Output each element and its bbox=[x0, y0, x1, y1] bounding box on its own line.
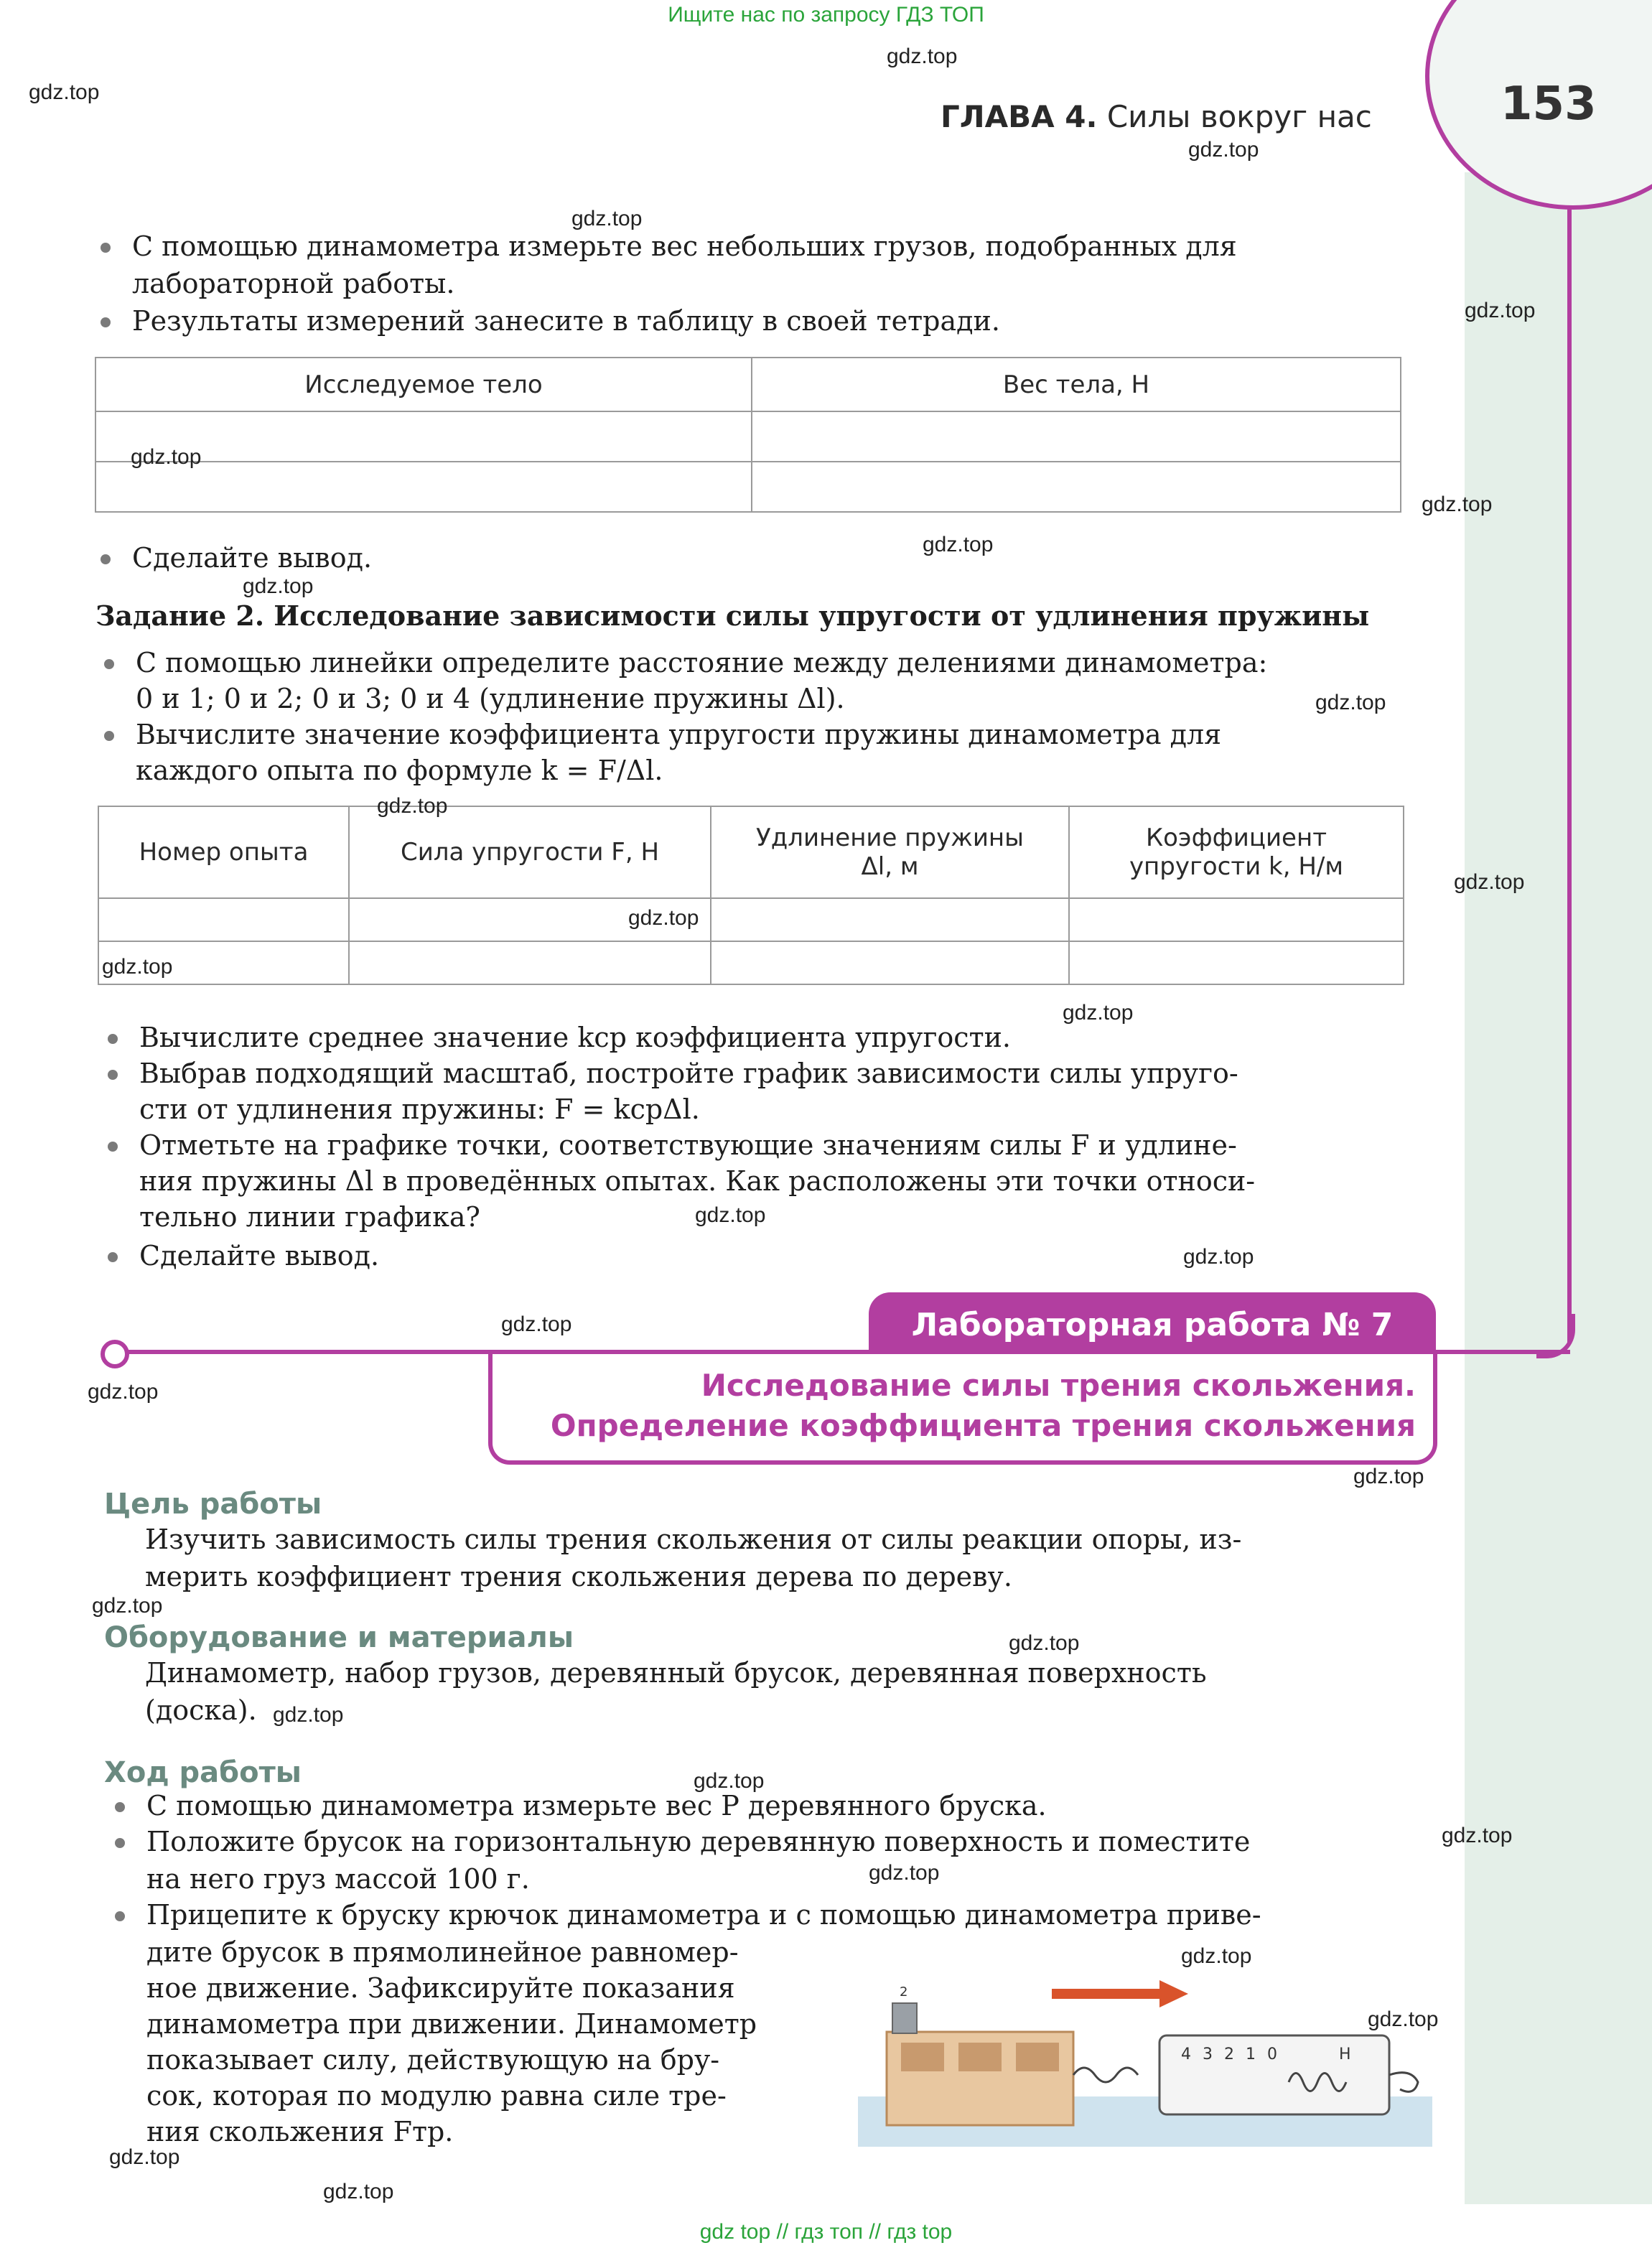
watermark: gdz.top bbox=[1454, 870, 1525, 894]
equipment-text: Динамометр, набор грузов, деревянный брусок, деревянная поверхность bbox=[145, 1657, 1207, 1689]
procedure-heading: Ход работы bbox=[104, 1756, 302, 1789]
watermark: gdz.top bbox=[923, 533, 994, 556]
lab-work-title-box bbox=[488, 1354, 1437, 1465]
watermark: gdz.top bbox=[1353, 1465, 1424, 1488]
bullet-icon bbox=[108, 1142, 118, 1152]
bullet-icon bbox=[115, 1911, 125, 1921]
watermark: gdz.top bbox=[1181, 1944, 1252, 1968]
watermark: gdz.top bbox=[273, 1703, 344, 1727]
watermark: gdz.top bbox=[88, 1380, 159, 1404]
page-number: 153 bbox=[1501, 78, 1597, 131]
lab-work-label: Лабораторная работа № 7 bbox=[869, 1292, 1436, 1356]
watermark: gdz.top bbox=[571, 207, 643, 230]
hook bbox=[1073, 2068, 1138, 2082]
scale-label: 1 bbox=[1246, 2046, 1256, 2063]
equipment-text: (доска). bbox=[145, 1694, 257, 1726]
scale-label: 3 bbox=[1203, 2046, 1213, 2063]
bullet-icon bbox=[108, 1252, 118, 1262]
weight-icon bbox=[892, 2003, 917, 2033]
watermark: gdz.top bbox=[323, 2180, 394, 2203]
lab-title-line: Исследование силы трения скольжения. bbox=[701, 1368, 1416, 1403]
table-header: Удлинение пружины Δl, м bbox=[711, 806, 1069, 898]
watermark: gdz.top bbox=[1188, 138, 1259, 162]
bullet-icon bbox=[101, 243, 111, 253]
bullet-icon bbox=[115, 1802, 125, 1812]
watermark: gdz.top bbox=[1465, 299, 1536, 322]
table-row bbox=[98, 898, 1404, 941]
force-arrow bbox=[1052, 1989, 1159, 1999]
watermark: gdz.top bbox=[92, 1594, 163, 1618]
bullet-icon bbox=[108, 1070, 118, 1080]
chapter-heading bbox=[941, 99, 1372, 134]
task2-title: Задание 2. Исследование зависимости силы упругости от удлинения пружины bbox=[95, 600, 1370, 632]
lab-title-line: Определение коэффициента трения скольжения bbox=[550, 1408, 1416, 1443]
goal-text: Изучить зависимость силы трения скольжения от силы реакции опоры, из- bbox=[145, 1524, 1242, 1555]
watermark: gdz.top bbox=[1422, 493, 1493, 516]
chapter-prefix: ГЛАВА 4. bbox=[941, 99, 1098, 134]
scale-label: 4 bbox=[1181, 2046, 1191, 2063]
watermark: gdz.top bbox=[869, 1861, 940, 1885]
friction-experiment-illustration bbox=[858, 1974, 1432, 2147]
goal-text: мерить коэффициент трения скольжения дерева по дереву. bbox=[145, 1561, 1012, 1592]
table-row bbox=[95, 462, 1401, 512]
elasticity-table bbox=[98, 806, 1404, 985]
arrow-head-icon bbox=[1159, 1980, 1188, 2007]
watermark: gdz.top bbox=[887, 45, 958, 68]
footer-links[interactable]: gdz top // гдз топ // гдз top bbox=[699, 2220, 953, 2244]
bullet-icon bbox=[115, 1838, 125, 1848]
table-header: Коэффициент упругости k, Н/м bbox=[1069, 806, 1404, 898]
watermark: gdz.top bbox=[377, 794, 448, 818]
bullet-icon bbox=[101, 317, 111, 327]
table-header: Сила упругости F, Н bbox=[349, 806, 711, 898]
watermark: gdz.top bbox=[694, 1769, 765, 1793]
watermark: gdz.top bbox=[243, 574, 314, 598]
watermark: gdz.top bbox=[1368, 2007, 1439, 2031]
watermark: gdz.top bbox=[109, 2145, 180, 2169]
scale-label: 0 bbox=[1267, 2046, 1277, 2063]
watermark: gdz.top bbox=[1442, 1824, 1513, 1847]
watermark: gdz.top bbox=[1183, 1245, 1254, 1269]
bullet-icon bbox=[104, 659, 114, 669]
bullet-icon bbox=[101, 554, 111, 564]
watermark: gdz.top bbox=[1063, 1001, 1134, 1025]
watermark: gdz.top bbox=[29, 80, 100, 104]
decor-dot bbox=[101, 1340, 129, 1368]
dynamometer-handle bbox=[1389, 2073, 1418, 2092]
decor-vertical-line bbox=[1567, 208, 1572, 1343]
unit-label: Н bbox=[1339, 2046, 1351, 2063]
bullet-icon bbox=[104, 731, 114, 741]
bullet-icon bbox=[108, 1034, 118, 1044]
watermark: gdz.top bbox=[131, 445, 202, 469]
table-header: Номер опыта bbox=[98, 806, 349, 898]
weight-label: 2 bbox=[900, 1984, 908, 2000]
page-margin-strip bbox=[1465, 172, 1652, 2204]
table-row bbox=[95, 411, 1401, 462]
table-row bbox=[98, 941, 1404, 984]
watermark: gdz.top bbox=[102, 955, 173, 979]
top-banner-link[interactable]: Ищите нас по запросу ГДЗ ТОП bbox=[668, 3, 984, 27]
chapter-title: Силы вокруг нас bbox=[1106, 99, 1372, 134]
watermark: gdz.top bbox=[501, 1312, 572, 1336]
weight-table bbox=[95, 357, 1401, 513]
watermark: gdz.top bbox=[1315, 691, 1386, 714]
watermark: gdz.top bbox=[695, 1203, 766, 1227]
watermark: gdz.top bbox=[1009, 1631, 1080, 1655]
table-header: Исследуемое тело bbox=[95, 358, 752, 411]
table-header: Вес тела, Н bbox=[752, 358, 1401, 411]
watermark: gdz.top bbox=[628, 906, 699, 930]
equipment-heading: Оборудование и материалы bbox=[104, 1621, 574, 1654]
goal-heading: Цель работы bbox=[104, 1488, 322, 1521]
scale-label: 2 bbox=[1224, 2046, 1234, 2063]
